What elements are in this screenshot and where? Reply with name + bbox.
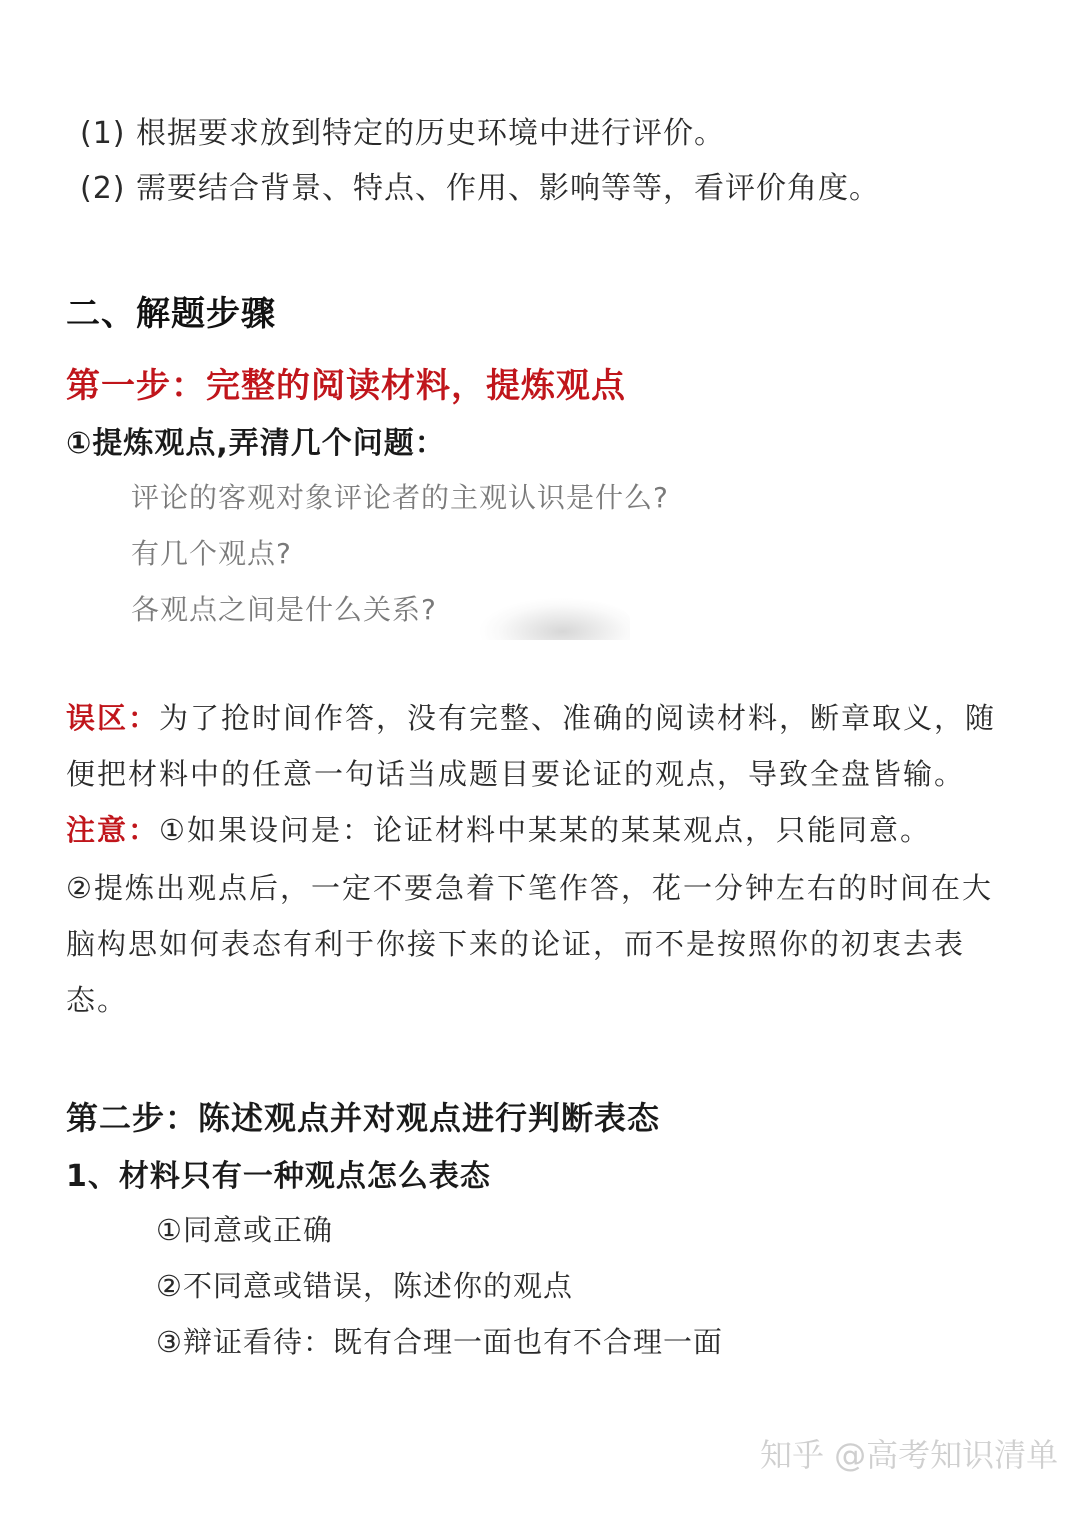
- intro-item-2: (2) 需要结合背景、特点、作用、影响等等，看评价角度。: [80, 171, 881, 206]
- step1-title: 第一步：完整的阅读材料，提炼观点: [66, 366, 626, 406]
- section-title: 二、解题步骤: [66, 294, 276, 334]
- intro-item-1: (1) 根据要求放到特定的历史环境中进行评价。: [80, 116, 726, 151]
- note-line-1: [66, 802, 931, 858]
- note-label: 注意：: [66, 813, 160, 847]
- mistake-text: 为了抢时间作答，没有完整、准确的阅读材料，断章取义，随: [159, 701, 997, 735]
- question-3: 各观点之间是什么关系?: [131, 593, 437, 626]
- option-3: ③辩证看待：既有合理一面也有不合理一面: [156, 1325, 723, 1359]
- note-text: ①如果设问是：论证材料中某某的某某观点，只能同意。: [159, 813, 932, 847]
- option-2: ②不同意或错误，陈述你的观点: [156, 1269, 573, 1303]
- note-line-2: ②提炼出观点后，一定不要急着下笔作答，花一分钟左右的时间在大: [66, 871, 993, 905]
- step2-subheading: 1、材料只有一种观点怎么表态: [66, 1159, 491, 1194]
- watermark: 知乎 @高考知识清单: [760, 1436, 1059, 1474]
- step2-title: 第二步：陈述观点并对观点进行判断表态: [66, 1099, 661, 1137]
- note-line-4: 态。: [66, 983, 129, 1017]
- mistake-line-2: 便把材料中的任意一句话当成题目要论证的观点，导致全盘皆输。: [66, 757, 966, 791]
- step1-subheading: ①提炼观点,弄清几个问题：: [66, 426, 446, 461]
- note-line-3: 脑构思如何表态有利于你接下来的论证，而不是按照你的初衷去表: [66, 927, 966, 961]
- question-1: 评论的客观对象评论者的主观认识是什么?: [131, 481, 669, 514]
- option-1: ①同意或正确: [156, 1213, 333, 1247]
- ink-smudge: [480, 598, 630, 640]
- mistake-line-1: [66, 690, 996, 746]
- question-2: 有几个观点?: [131, 537, 292, 570]
- mistake-label: 误区：: [66, 701, 160, 735]
